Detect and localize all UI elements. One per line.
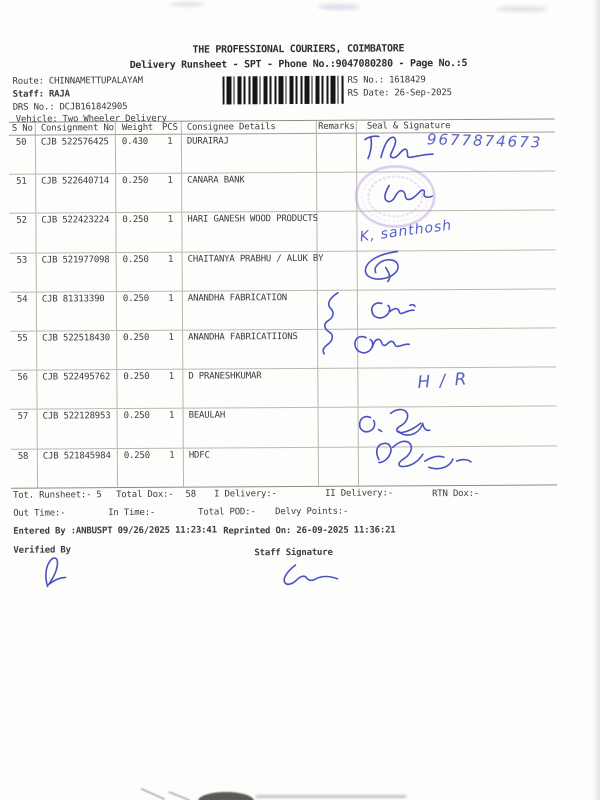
cell-consignment-no: CJB 521845984 <box>38 449 118 488</box>
cell-s-no: 52 <box>9 214 36 252</box>
cell-consignee: CHAITANYA PRABHU / ALUK BY <box>183 251 318 290</box>
cell-weight: 0.250 <box>122 293 149 304</box>
rs-barcode <box>223 76 344 105</box>
cell-seal-signature <box>357 172 555 211</box>
tot-runsheet-value: 5 <box>96 490 102 501</box>
cell-remarks <box>318 251 358 289</box>
cell-consignment-no: CJB 522423224 <box>36 213 116 252</box>
cell-pcs: 1 <box>160 291 183 329</box>
cell-s-no: 51 <box>9 175 36 213</box>
tot-runsheet-label: Tot. Runsheet:- <box>13 490 92 501</box>
handwritten-hr-note: H / R <box>416 369 470 394</box>
cell-s-no: 55 <box>10 332 37 370</box>
staff-value: RAJA <box>48 89 70 100</box>
cell-s-no: 53 <box>10 253 37 291</box>
cell-pcs: 1 <box>159 213 182 251</box>
cell-consignee: ANANDHA FABRICATIIONS <box>183 330 318 369</box>
header-consignee-details: Consignee Details <box>182 121 317 134</box>
table-row-57 <box>11 407 557 450</box>
cell-remarks <box>318 369 358 407</box>
rs-no-value: 1618429 <box>389 75 426 86</box>
i-delivery-label: I Delivery:- <box>214 489 277 500</box>
cell-weight: 0.250 <box>123 372 150 383</box>
scan-smear <box>256 795 406 798</box>
cell-s-no: 54 <box>10 292 37 330</box>
cell-remarks <box>318 330 358 368</box>
cell-pcs: 1 <box>159 135 182 173</box>
runsheet-table <box>9 118 557 488</box>
header-seal-signature: Seal & Signature <box>366 121 451 132</box>
staff-signature-label: Staff Signature <box>254 547 333 559</box>
delvy-points-label: Delvy Points:- <box>275 506 349 518</box>
rtn-dox-label: RTN Dox:- <box>432 488 480 500</box>
cell-s-no: 56 <box>10 371 37 409</box>
cell-remarks <box>317 173 357 211</box>
cell-consignment-no: CJB 522640714 <box>36 174 116 213</box>
scan-smudge <box>496 6 548 12</box>
cell-consignment-no: CJB 81313390 <box>37 292 117 331</box>
route-line <box>13 76 143 87</box>
cell-consignment-no: CJB 522128953 <box>38 409 118 448</box>
cell-consignment-no: CJB 522518430 <box>37 331 117 370</box>
cell-weight: 0.250 <box>122 215 149 226</box>
cell-s-no: 50 <box>9 136 36 174</box>
cell-consignee: BEAULAH <box>184 408 319 447</box>
total-dox <box>116 490 196 500</box>
cell-seal-signature <box>358 328 556 367</box>
cell-weight: 0.250 <box>123 332 150 344</box>
cell-consignment-no: CJB 522495762 <box>37 370 117 409</box>
staff-label: Staff: <box>12 89 44 100</box>
out-time-label: Out Time:- <box>13 508 66 519</box>
cell-pcs: 1 <box>160 370 183 408</box>
cell-weight: 0.250 <box>122 176 149 187</box>
cell-weight: 0.250 <box>122 254 149 265</box>
rs-date-line <box>348 88 452 99</box>
cell-pcs: 1 <box>160 331 183 369</box>
cell-consignee: ANANDHA FABRICATION <box>183 291 318 330</box>
handwritten-phone-number: 9677874673 <box>426 130 543 152</box>
company-title: THE PROFESSIONAL COURIERS, COIMBATORE <box>192 43 405 56</box>
scan-edge-shadow <box>593 0 600 800</box>
table-row-51 <box>9 172 555 215</box>
cell-consignment-no: CJB 521977098 <box>37 253 117 292</box>
drs-line <box>13 102 128 113</box>
verified-by-signature <box>46 558 66 587</box>
staff-line <box>13 89 70 99</box>
route-value: CHINNAMETTUPALAYAM <box>48 75 143 87</box>
table-row-52 <box>9 211 555 254</box>
cell-remarks <box>317 134 357 172</box>
tot-runsheet <box>13 490 102 501</box>
scan-smudge <box>170 2 204 7</box>
cell-consignee: HDFC <box>184 447 319 486</box>
table-row-54 <box>10 289 556 332</box>
cell-consignee: CANARA BANK <box>182 173 317 212</box>
cell-seal-signature <box>359 407 557 446</box>
scan-smudge <box>318 4 360 10</box>
entered-by-line: Entered By :ANBUSPT 09/26/2025 11:23:41 <box>13 525 217 537</box>
cell-remarks <box>319 447 359 485</box>
cell-consignment-no: CJB 522576425 <box>36 135 116 174</box>
ii-delivery-label: II Delivery:- <box>325 488 393 499</box>
route-label: Route: <box>12 76 44 87</box>
cell-weight: 0.430 <box>121 136 149 148</box>
cell-s-no: 58 <box>11 449 38 487</box>
header-remarks: Remarks <box>317 121 357 133</box>
vehicle-label: Vehicle: <box>15 114 58 125</box>
cell-pcs: 1 <box>161 409 184 447</box>
cell-pcs: 1 <box>161 448 184 486</box>
rs-no-label: RS No.: <box>347 75 385 86</box>
vehicle-value: Two Wheeler Delivery <box>62 113 167 125</box>
rs-date-value: 26-Sep-2025 <box>394 88 452 99</box>
table-row-56 <box>10 368 556 411</box>
handwritten-name-santhosh: K, santhosh <box>358 217 454 246</box>
header-pcs: PCS <box>159 122 182 134</box>
total-pod-label: Total POD:- <box>198 507 256 518</box>
cell-seal-signature <box>358 289 556 328</box>
cell-pcs: 1 <box>160 252 183 290</box>
cell-consignee: HARI GANESH WOOD PRODUCTS <box>182 212 317 251</box>
rs-date-label: RS Date: <box>347 88 390 99</box>
cell-remarks <box>318 290 358 328</box>
staff-signature-ink <box>284 565 338 585</box>
table-row-53 <box>10 250 556 293</box>
drs-label: DRS No.: <box>12 102 55 113</box>
verified-by-label: Verified By <box>13 545 71 556</box>
cell-weight: 0.250 <box>123 411 150 422</box>
cell-pcs: 1 <box>159 174 182 212</box>
drs-value: DCJB161842905 <box>59 102 128 113</box>
table-row-55 <box>10 328 556 371</box>
cell-seal-signature <box>358 250 556 289</box>
total-dox-label: Total Dox:- <box>116 489 174 501</box>
cell-weight: 0.250 <box>123 450 150 461</box>
cell-s-no: 57 <box>11 410 38 448</box>
runsheet-subtitle: Delivery Runsheet - SPT - Phone No.:9047080280 - Page No.:5 <box>129 57 468 72</box>
table-row-58 <box>11 446 557 489</box>
header-s-no: S No <box>9 123 36 135</box>
header-weight: Weight <box>121 122 154 134</box>
total-dox-value: 58 <box>185 489 196 500</box>
header-consignment-no: Consignment No <box>36 122 116 134</box>
cell-seal-signature <box>359 446 557 485</box>
in-time-label: In Time:- <box>108 507 156 519</box>
cell-remarks <box>319 408 359 446</box>
reprinted-on-line: Reprinted On: 26-09-2025 11:36:21 <box>223 525 396 537</box>
rs-no-line <box>348 75 426 85</box>
cell-remarks <box>317 212 357 250</box>
cell-consignee: D PRANESHKUMAR <box>183 369 318 408</box>
cell-consignee: DURAIRAJ <box>182 134 317 173</box>
